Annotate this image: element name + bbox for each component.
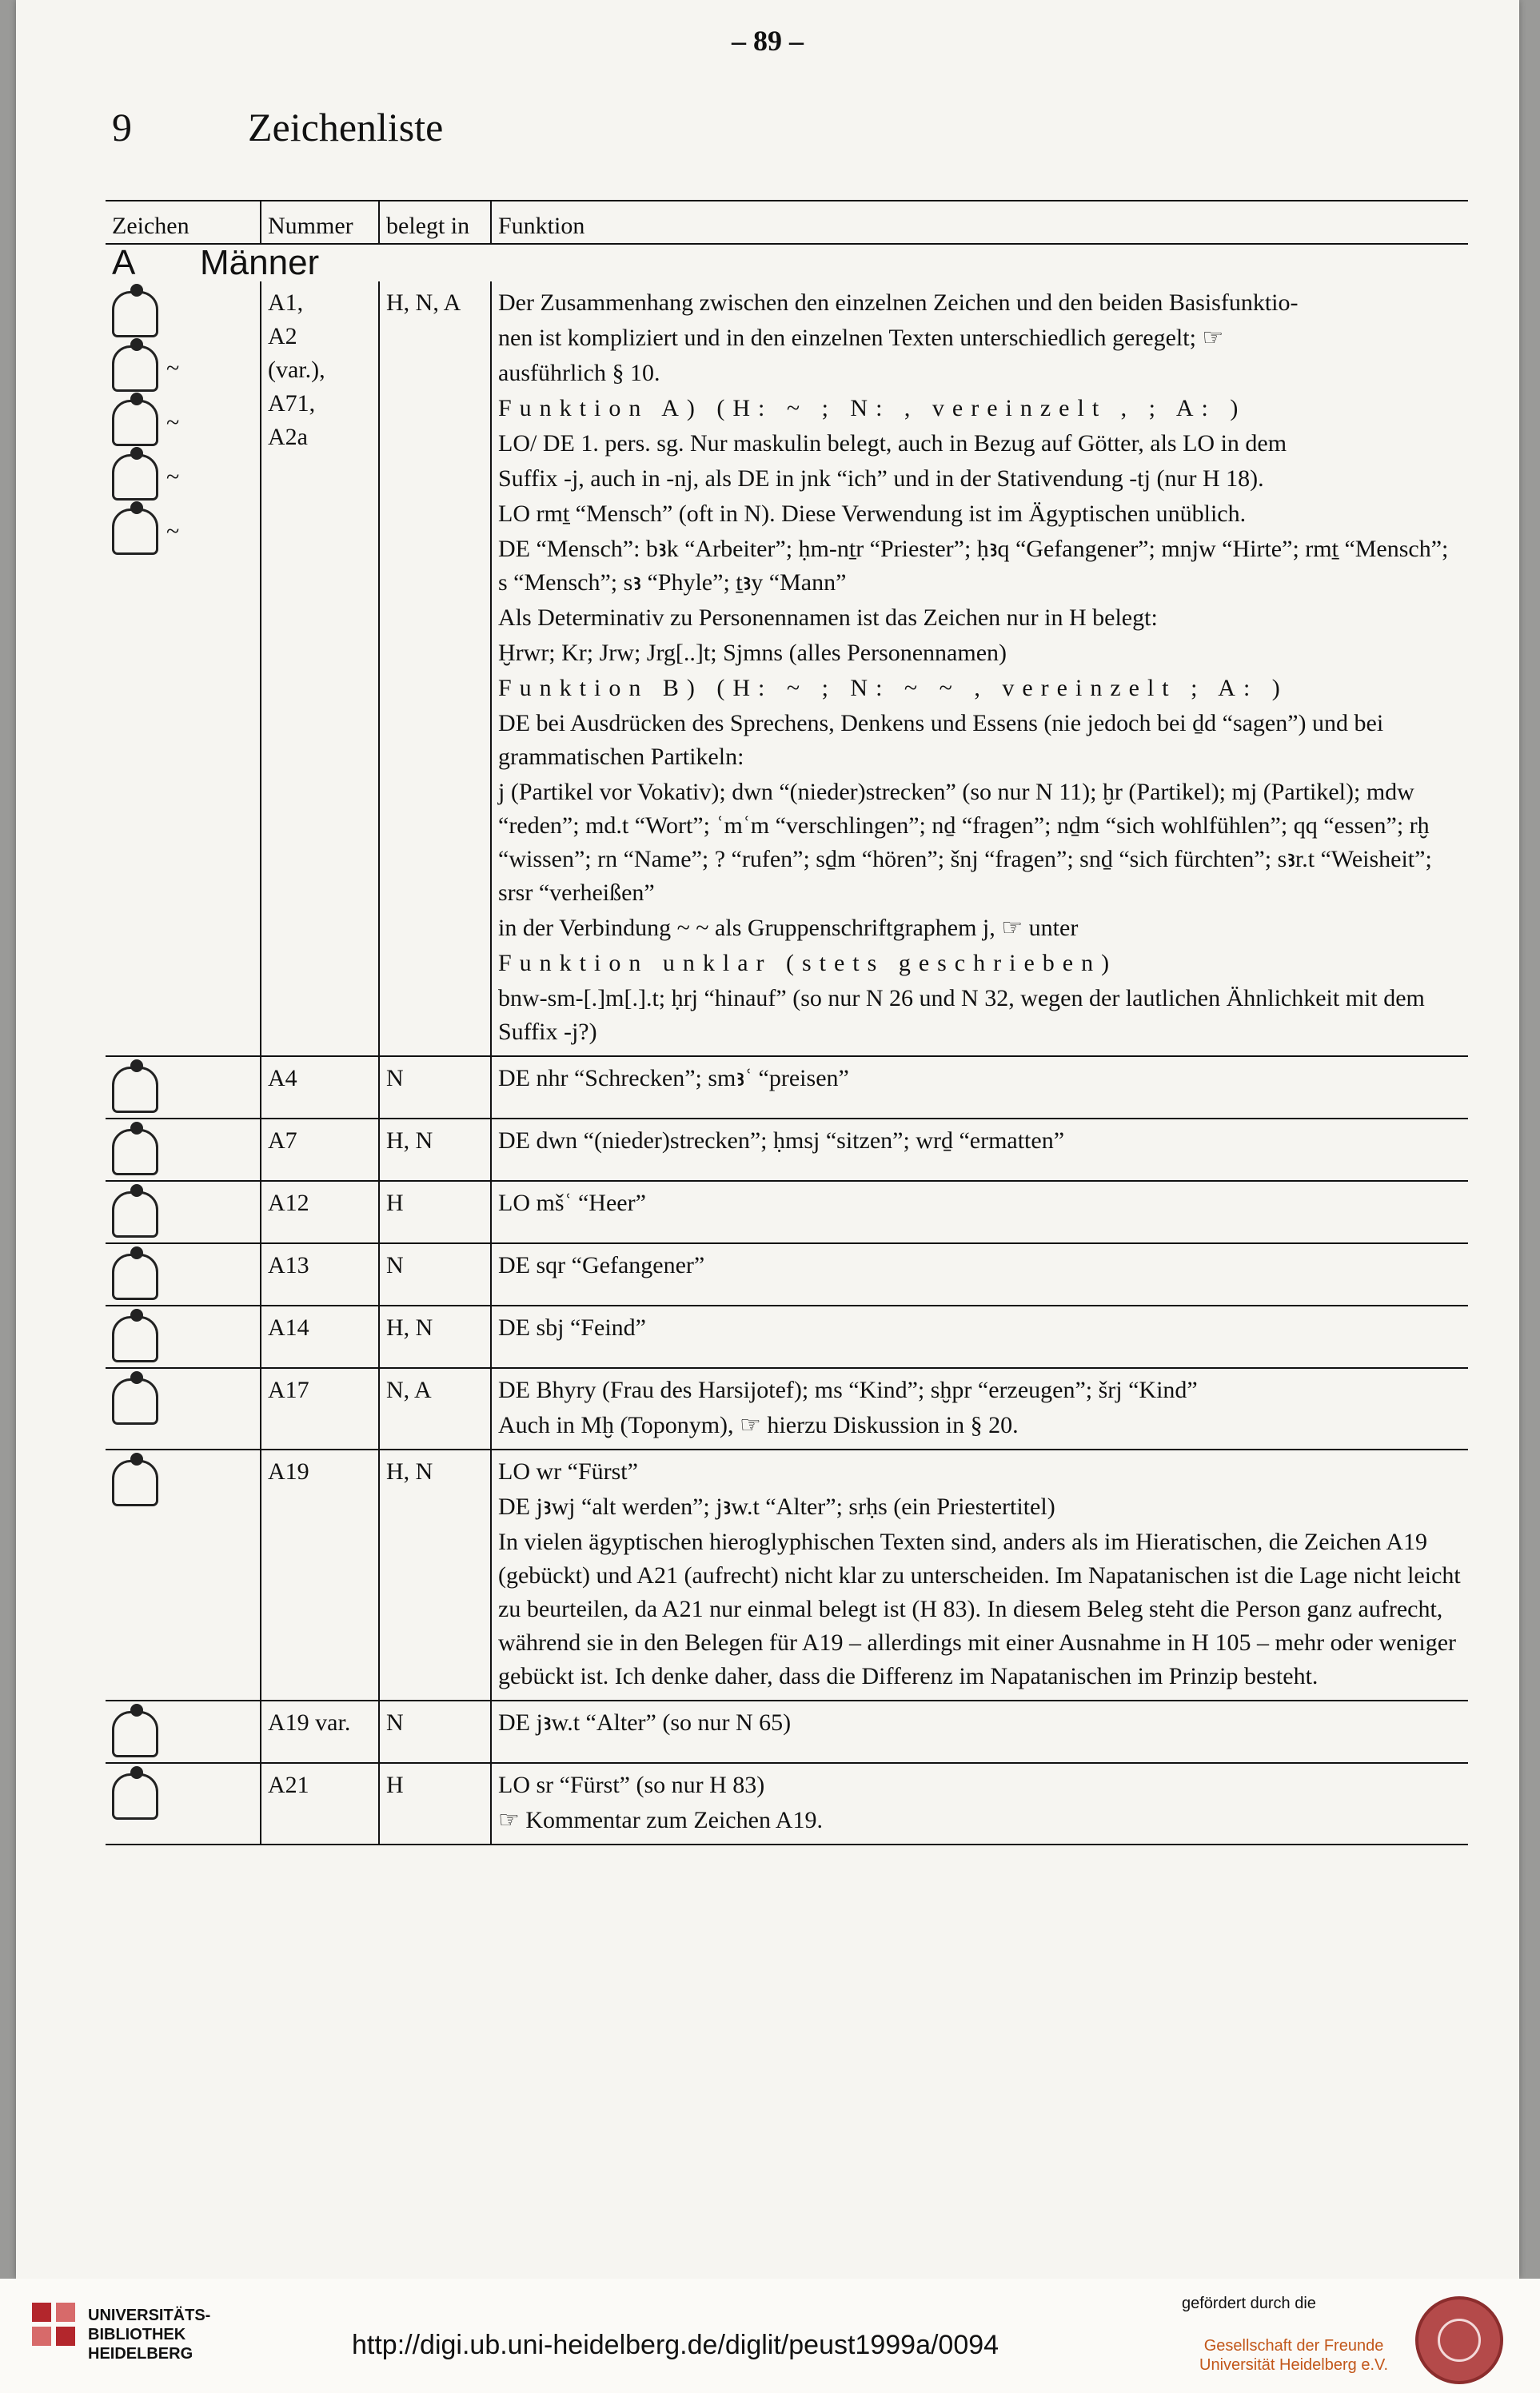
source-url-link[interactable]: http://digi.ub.uni-heidelberg.de/diglit/peust1999a/0094 [352,2330,999,2360]
function-line: Funktion unklar (stets geschrieben) [498,950,1118,976]
sign-number: A4 [261,1056,379,1119]
attested-in: H, N [379,1306,491,1368]
table-row [106,1056,1468,1119]
attested-in: H, N, A [379,281,491,1056]
hieroglyph-man-icon [112,1316,158,1362]
function-line: LO/ DE 1. pers. sg. Nur maskulin belegt, auch in Bezug auf Götter, als LO in dem [498,430,1287,457]
function-line: nen ist kompliziert und in den einzelnen Texten unterschiedlich geregelt; ☞ [498,325,1224,351]
group-heading-row [106,244,1468,281]
function-line: DE sbj “Feind” [498,1314,646,1341]
function-line: LO sr “Fürst” (so nur H 83) [498,1772,765,1798]
sign-number: A21 [261,1763,379,1845]
attested-in: N [379,1701,491,1763]
function-line: LO rmṯ “Mensch” (oft in N). Diese Verwendung ist im Ägyptischen unüblich. [498,501,1247,527]
function-line: DE “Mensch”: bꜣk “Arbeiter”; ḥm-nṯr “Priester”; ḥꜣq “Gefangener”; mnjw “Hirte”; rmṯ “Mensch”; s “Mensch”; sꜣ “Phyle”; ṯꜣy “Mann” [498,536,1449,596]
table-header-row [106,201,1468,244]
function-line: DE Bhyry (Frau des Harsijotef); ms “Kind”; sḫpr “erzeugen”; šrj “Kind” [498,1377,1198,1403]
sign-cell [106,1701,261,1763]
library-name: UNIVERSITÄTS- BIBLIOTHEK HEIDELBERG [88,2307,211,2363]
sign-number: A7 [261,1119,379,1181]
sign-list [106,200,1468,1845]
hieroglyph-man-icon [112,454,158,501]
hieroglyph-man-icon [112,1254,158,1300]
section-title: Zeichenliste [248,105,444,150]
sign-number: A14 [261,1306,379,1368]
sponsor-label: gefördert durch die [1182,2295,1316,2312]
sign-cell [106,1181,261,1243]
group-heading [106,244,1468,281]
function-cell [491,1368,1468,1450]
attested-in: H [379,1763,491,1845]
sign-table [106,200,1468,1845]
sign-cell [106,1243,261,1306]
variant-tilde: ~ [166,518,180,544]
page-number: – 89 – [732,25,804,57]
table-row [106,1450,1468,1701]
function-line: DE sqr “Gefangener” [498,1252,705,1278]
section-heading [112,104,443,150]
table-row [106,1243,1468,1306]
university-seal-icon [1415,2296,1503,2384]
sign-cell [106,1763,261,1845]
hieroglyph-man-icon [112,345,158,392]
function-line: Der Zusammenhang zwischen den einzelnen Zeichen und den beiden Basisfunktio- [498,289,1299,316]
sign-number: A19 [261,1450,379,1701]
function-line: Auch in Mḫ (Toponym), ☞ hierzu Diskussion in § 20. [498,1412,1019,1438]
library-logo-icon [32,2303,80,2351]
attested-in: N [379,1056,491,1119]
function-line: LO mšʿ “Heer” [498,1190,646,1216]
function-line: In vielen ägyptischen hieroglyphischen Texten sind, anders als im Hieratischen, die Zeichen A19 (gebückt) und A21 (aufrecht) nicht klar zu unterscheiden. Im Napatanischen ist die Lage nicht leicht zu beurteilen, da A21 nur einmal belegt ist (H 83). In diesem Beleg steht die Person ganz aufrecht, während sie in den Belegen für A19 – allerdings mit einer Ausnahme in H 105 – mehr oder weniger gebückt ist. Ich denke daher, dass die Differenz im Napatanischen im Prinzip besteht. [498,1529,1461,1689]
function-cell [491,1119,1468,1181]
function-cell [491,1306,1468,1368]
sign-number: A12 [261,1181,379,1243]
attested-in: N [379,1243,491,1306]
table-row [106,1119,1468,1181]
hieroglyph-man-icon [112,1711,158,1757]
table-row [106,281,1468,1056]
hieroglyph-man-icon [112,291,158,337]
variant-tilde: ~ [166,464,180,490]
function-cell [491,281,1468,1056]
hieroglyph-man-icon [112,400,158,446]
sign-cell [106,1119,261,1181]
group-letter: A [112,243,136,282]
sign-number: A19 var. [261,1701,379,1763]
hieroglyph-man-icon [112,1191,158,1238]
table-row [106,1306,1468,1368]
table-row [106,1368,1468,1450]
header-funktion: Funktion [491,201,1468,244]
document-page [16,0,1519,2279]
hieroglyph-man-icon [112,1378,158,1425]
function-cell [491,1450,1468,1701]
attested-in: N, A [379,1368,491,1450]
hieroglyph-man-icon [112,1067,158,1113]
function-cell [491,1056,1468,1119]
sign-cell [106,1450,261,1701]
header-nummer: Nummer [261,201,379,244]
function-line: DE jꜣw.t “Alter” (so nur N 65) [498,1709,792,1736]
function-line: Suffix -j, auch in -nj, als DE in jnk “ich” und in der Stativendung -tj (nur H 18). [498,465,1264,492]
variant-tilde: ~ [166,409,180,436]
function-line: Ḫrwr; Kr; Jrw; Jrg[..]t; Sjmns (alles Personennamen) [498,640,1007,666]
function-line: LO wr “Fürst” [498,1458,638,1485]
table-row [106,1181,1468,1243]
attested-in: H, N [379,1450,491,1701]
table-row [106,1763,1468,1845]
sign-number: A1, A2 (var.), A71, A2a [261,281,379,1056]
function-line: DE nhr “Schrecken”; smꜣʿ “preisen” [498,1065,849,1091]
sign-cell [106,281,261,1056]
header-zeichen: Zeichen [106,201,261,244]
function-cell [491,1243,1468,1306]
hieroglyph-man-icon [112,1129,158,1175]
function-line: j (Partikel vor Vokativ); dwn “(nieder)strecken” (so nur N 11); ḫr (Partikel); mj (Partikel); mdw “reden”; md.t “Wort”; ʿmʿm “verschlingen”; nḏ “fragen”; nḏm “sich wohlfühlen”; qq “essen”; rḫ “wissen”; rn “Name”; ? “rufen”; sḏm “hören”; šnj “fragen”; snḏ “sich fürchten”; sꜣr.t “Weisheit”; srsr “verheißen” [498,779,1432,906]
function-cell [491,1763,1468,1845]
function-line: in der Verbindung ~ ~ als Gruppenschriftgraphem j, ☞ unter [498,915,1079,941]
function-cell [491,1701,1468,1763]
hieroglyph-man-icon [112,1460,158,1506]
sign-cell [106,1306,261,1368]
function-line: Als Determinativ zu Personennamen ist das Zeichen nur in H belegt: [498,604,1158,631]
function-line: DE jꜣwj “alt werden”; jꜣw.t “Alter”; srḥs (ein Priestertitel) [498,1494,1055,1520]
footer-bar [0,2279,1540,2393]
attested-in: H, N [379,1119,491,1181]
sign-number: A17 [261,1368,379,1450]
attested-in: H [379,1181,491,1243]
function-line: DE dwn “(nieder)strecken”; ḥmsj “sitzen”; wrḏ “ermatten” [498,1127,1065,1154]
function-line: ausführlich § 10. [498,360,660,386]
function-line: Funktion A) (H: ~ ; N: , vereinzelt , ; A: ) [498,395,1247,421]
function-line: DE bei Ausdrücken des Sprechens, Denkens und Essens (nie jedoch bei ḏd “sagen”) und bei grammatischen Partikeln: [498,710,1384,770]
sponsor-society: Gesellschaft der Freunde Universität Heidelberg e.V. [1199,2337,1389,2374]
function-cell [491,1181,1468,1243]
section-number: 9 [112,105,132,150]
sign-cell [106,1368,261,1450]
group-name: Männer [200,243,320,282]
function-line: bnw-sm-[.]m[.].t; ḥrj “hinauf” (so nur N 26 und N 32, wegen der lautlichen Ähnlichkeit mit dem Suffix -j?) [498,985,1425,1045]
hieroglyph-man-icon [112,509,158,555]
header-belegt: belegt in [379,201,491,244]
sign-number: A13 [261,1243,379,1306]
function-line: Funktion B) (H: ~ ; N: ~ ~ , vereinzelt ; A: ) [498,675,1288,701]
table-row [106,1701,1468,1763]
hieroglyph-man-icon [112,1773,158,1820]
function-line: ☞ Kommentar zum Zeichen A19. [498,1807,823,1833]
variant-tilde: ~ [166,355,180,381]
sign-cell [106,1056,261,1119]
